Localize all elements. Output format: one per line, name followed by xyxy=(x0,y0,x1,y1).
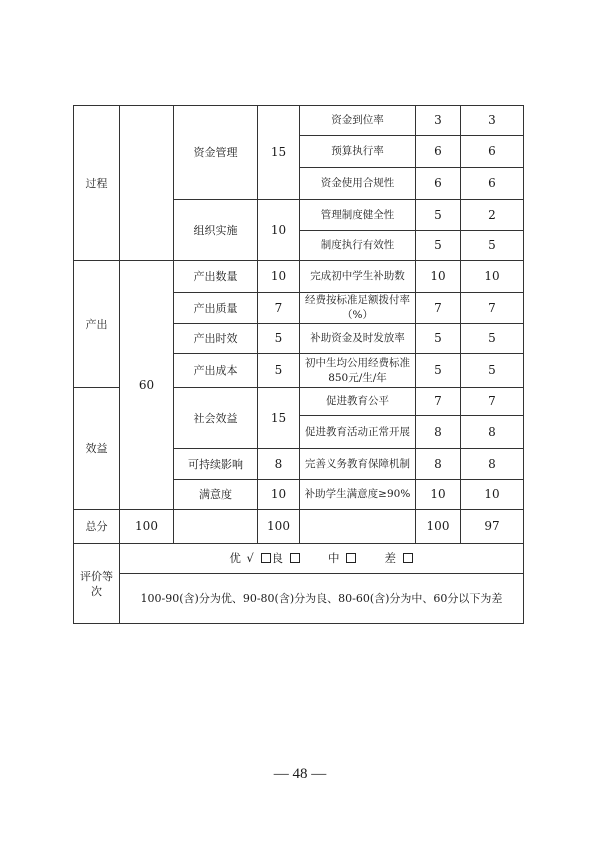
grade-note-row xyxy=(74,574,524,624)
indicator-l3: 促进教育活动正常开展 xyxy=(300,416,416,449)
actual-score-cell: 7 xyxy=(461,293,524,324)
checkbox-icon xyxy=(290,553,300,563)
grade-criteria-note: 100-90(含)分为优、90-80(含)分为良、80-60(含)分为中、60分以下为差 xyxy=(120,574,524,624)
indicator-l2: 组织实施 xyxy=(174,200,258,261)
indicator-l2-score: 10 xyxy=(258,200,300,261)
total-row xyxy=(74,510,524,544)
indicator-l3: 补助学生满意度≥90% xyxy=(300,480,416,510)
section-benefit-label: 效益 xyxy=(74,388,120,510)
total-empty-cell xyxy=(300,510,416,544)
actual-score-cell: 7 xyxy=(461,388,524,416)
actual-score-cell: 6 xyxy=(461,168,524,200)
actual-score-cell: 10 xyxy=(461,480,524,510)
indicator-l2: 产出数量 xyxy=(174,261,258,293)
actual-score-cell: 8 xyxy=(461,416,524,449)
actual-score-cell: 10 xyxy=(461,261,524,293)
total-actual-score: 97 xyxy=(461,510,524,544)
indicator-l3: 资金到位率 xyxy=(300,106,416,136)
score-cell: 7 xyxy=(416,388,461,416)
indicator-l2-score: 5 xyxy=(258,354,300,388)
grade-excellent-label: 优 xyxy=(229,551,242,565)
total-weight: 100 xyxy=(120,510,174,544)
actual-score-cell: 5 xyxy=(461,231,524,261)
performance-evaluation-table xyxy=(73,105,524,624)
indicator-l2: 产出成本 xyxy=(174,354,258,388)
indicator-l2: 产出质量 xyxy=(174,293,258,324)
indicator-l2-score: 7 xyxy=(258,293,300,324)
score-cell: 7 xyxy=(416,293,461,324)
score-cell: 10 xyxy=(416,480,461,510)
grade-medium-label: 中 xyxy=(327,551,341,565)
indicator-l2: 满意度 xyxy=(174,480,258,510)
actual-score-cell: 2 xyxy=(461,200,524,231)
grade-good-label: 良 xyxy=(271,551,285,565)
grade-poor-label: 差 xyxy=(384,551,397,565)
indicator-l3: 完善义务教育保障机制 xyxy=(300,449,416,480)
grade-label: 评价等次 xyxy=(74,544,120,624)
score-cell: 5 xyxy=(416,324,461,354)
score-cell: 5 xyxy=(416,200,461,231)
indicator-l3: 经费按标准足额拨付率（%） xyxy=(300,293,416,324)
section-process-label: 过程 xyxy=(74,106,120,261)
indicator-l3: 管理制度健全性 xyxy=(300,200,416,231)
grade-row xyxy=(74,544,524,574)
indicator-l3: 补助资金及时发放率 xyxy=(300,324,416,354)
table-row xyxy=(74,106,524,136)
actual-score-cell: 5 xyxy=(461,354,524,388)
indicator-l2: 可持续影响 xyxy=(174,449,258,480)
section-output-label: 产出 xyxy=(74,261,120,388)
page-number: — 48 — xyxy=(273,766,327,782)
indicator-l2-score: 15 xyxy=(258,106,300,200)
grade-options xyxy=(120,544,524,574)
total-l2-score: 100 xyxy=(258,510,300,544)
indicator-l3: 制度执行有效性 xyxy=(300,231,416,261)
indicator-l2: 社会效益 xyxy=(174,388,258,449)
indicator-l2-score: 8 xyxy=(258,449,300,480)
score-cell: 3 xyxy=(416,106,461,136)
checkbox-icon xyxy=(403,553,413,563)
actual-score-cell: 6 xyxy=(461,136,524,168)
table-row xyxy=(74,261,524,293)
score-cell: 6 xyxy=(416,168,461,200)
score-cell: 6 xyxy=(416,136,461,168)
indicator-l2-score: 5 xyxy=(258,324,300,354)
indicator-l3: 完成初中学生补助数 xyxy=(300,261,416,293)
indicator-l2-score: 15 xyxy=(258,388,300,449)
grade-excellent-check: √ xyxy=(246,551,255,565)
total-score: 100 xyxy=(416,510,461,544)
score-cell: 5 xyxy=(416,231,461,261)
actual-score-cell: 5 xyxy=(461,324,524,354)
indicator-l2-score: 10 xyxy=(258,480,300,510)
actual-score-cell: 8 xyxy=(461,449,524,480)
indicator-l3: 预算执行率 xyxy=(300,136,416,168)
score-cell: 10 xyxy=(416,261,461,293)
checkbox-icon xyxy=(261,553,271,563)
indicator-l3: 促进教育公平 xyxy=(300,388,416,416)
score-cell: 5 xyxy=(416,354,461,388)
indicator-l3: 资金使用合规性 xyxy=(300,168,416,200)
total-empty-cell xyxy=(174,510,258,544)
total-label: 总分 xyxy=(74,510,120,544)
indicator-l2-score: 10 xyxy=(258,261,300,293)
score-cell: 8 xyxy=(416,416,461,449)
output-benefit-weight: 60 xyxy=(120,261,174,510)
checkbox-icon xyxy=(346,553,356,563)
indicator-l2: 资金管理 xyxy=(174,106,258,200)
indicator-l2: 产出时效 xyxy=(174,324,258,354)
actual-score-cell: 3 xyxy=(461,106,524,136)
indicator-l3: 初中生均公用经费标准850元/生/年 xyxy=(300,354,416,388)
score-cell: 8 xyxy=(416,449,461,480)
process-weight-cell xyxy=(120,106,174,261)
